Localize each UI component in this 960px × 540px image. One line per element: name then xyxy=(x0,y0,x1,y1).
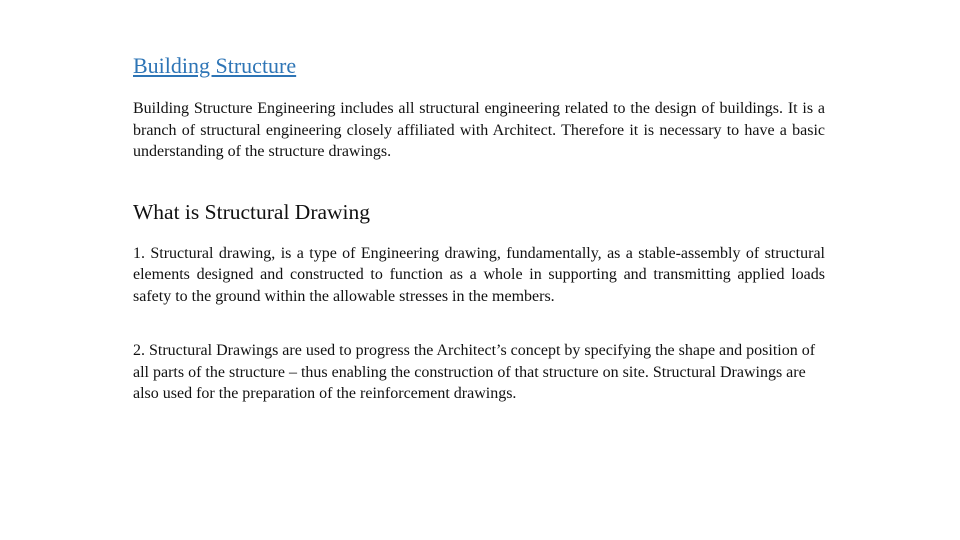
section-heading: What is Structural Drawing xyxy=(133,199,371,224)
intro-paragraph: Building Structure Engineering includes all structural engineering related to the design of buildings. It is a branch of structural engineering closely affiliated with Architect. Therefore it is necessary to have a basic understanding of the structure drawings. xyxy=(133,100,825,160)
point-2-paragraph: 2. Structural Drawings are used to progress the Architect’s concept by specifying the shape and position of all parts of the structure – thus enabling the construction of that structure on site. Structural Drawings are also used for the preparation of the reinforcement drawings. xyxy=(133,342,816,402)
building-structure-link[interactable]: Building Structure xyxy=(133,53,297,78)
point-1-paragraph: 1. Structural drawing, is a type of Engineering drawing, fundamentally, as a stable-assembly of structural elements designed and constructed to function as a whole in supporting and transmitting applied loads safety to the ground within the allowable stresses in the members. xyxy=(133,244,825,305)
slide-content xyxy=(133,52,825,405)
